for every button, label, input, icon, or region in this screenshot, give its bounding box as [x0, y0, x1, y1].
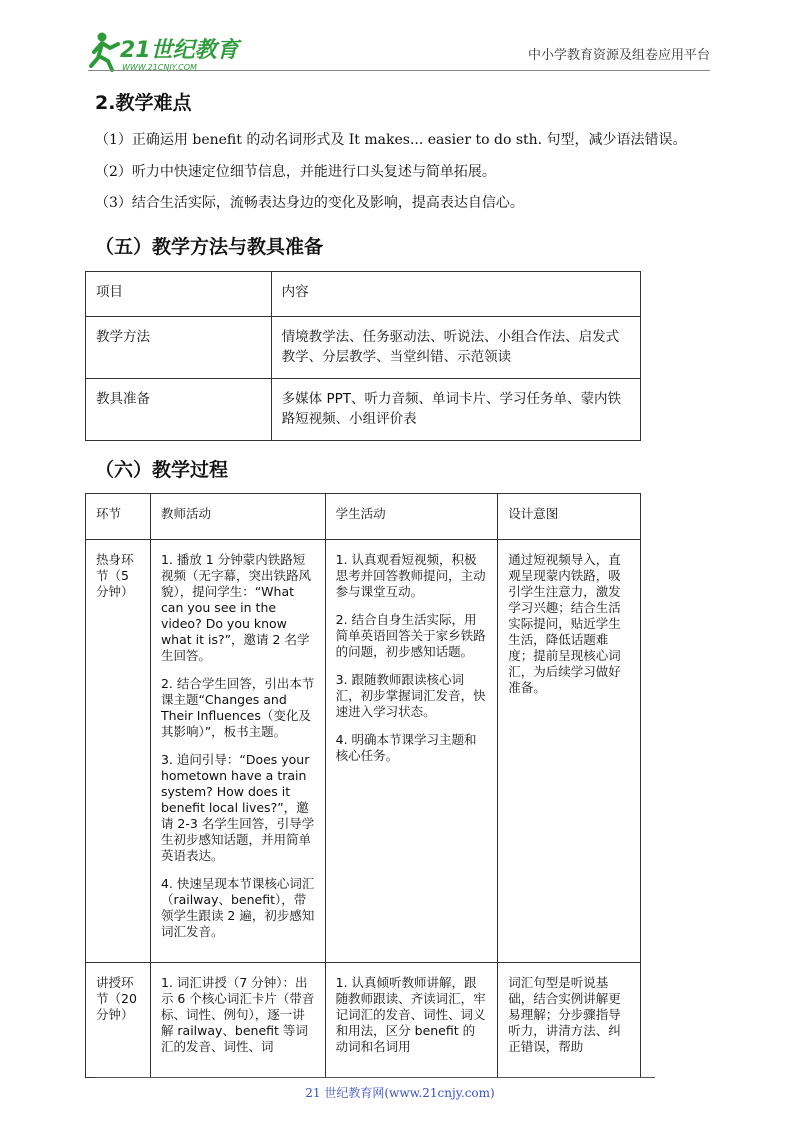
table-cell: 多媒体 PPT、听力音频、单词卡片、学习任务单、蒙内铁路短视频、小组评价表 — [271, 379, 640, 441]
logo-text: 21世纪教育 — [120, 38, 239, 63]
table-header-cell: 项目 — [86, 272, 272, 317]
design-purpose-cell — [498, 540, 641, 963]
table-cell: 情境教学法、任务驱动法、听说法、小组合作法、启发式教学、分层教学、当堂纠错、示范领读 — [271, 317, 640, 379]
student-activity-item: 1. 认真观看短视频，积极思考并回答教师提问，主动参与课堂互动。 — [335, 552, 486, 599]
student-activity-item: 3. 跟随教师跟读核心词汇，初步掌握词汇发音，快速进入学习状态。 — [335, 672, 486, 719]
student-activity-cell — [325, 540, 498, 963]
stage-cell: 讲授环节（20分钟） — [86, 963, 151, 1078]
table-cell: 教具准备 — [86, 379, 272, 441]
process-table — [85, 493, 641, 1078]
footer-divider — [95, 1077, 655, 1078]
table-header-cell: 内容 — [271, 272, 640, 317]
table-header-cell: 环节 — [86, 494, 151, 540]
difficulty-item-3: （3）结合生活实际，流畅表达身边的变化及影响，提高表达自信心。 — [95, 195, 524, 211]
table-row — [86, 963, 641, 1078]
logo-21cnjy — [88, 30, 288, 72]
page-header — [88, 28, 710, 72]
student-activity-cell — [325, 963, 498, 1078]
difficulty-item-1: （1）正确运用 benefit 的动名词形式及 It makes... easier to do sth. 句型，减少语法错误。 — [95, 132, 687, 148]
design-purpose-item: 词汇句型是听说基础，结合实例讲解更易理解；分步骤指导听力，讲清方法、纠正错误，帮助 — [508, 975, 621, 1054]
student-activity-item: 1. 认真倾听教师讲解，跟随教师跟读、齐读词汇，牢记词汇的发音、词性、词义和用法，区分 benefit 的动词和名词用 — [335, 975, 486, 1054]
table-row — [86, 379, 641, 441]
teacher-activity-item: 4. 快速呈现本节课核心词汇（railway、benefit），带领学生跟读 2 遍，初步感知词汇发音。 — [160, 876, 315, 939]
runner-icon — [91, 33, 118, 71]
footer-text: 21 世纪教育网(www.21cnjy.com) — [305, 1086, 495, 1100]
teacher-activity-cell — [150, 963, 325, 1078]
teacher-activity-cell — [150, 540, 325, 963]
methods-heading: （五）教学方法与教具准备 — [95, 236, 324, 258]
difficulty-item-2: （2）听力中快速定位细节信息，并能进行口头复述与简单拓展。 — [95, 164, 496, 180]
header-divider — [88, 70, 710, 71]
table-cell: 教学方法 — [86, 317, 272, 379]
logo-url: WWW.21CNJY.COM — [122, 63, 197, 72]
teacher-activity-item: 1. 词汇讲授（7 分钟）：出示 6 个核心词汇卡片（带音标、词性、例句），逐一讲解 railway、benefit 等词汇的发音、词性、词 — [160, 975, 315, 1054]
student-activity-item: 2. 结合自身生活实际，用简单英语回答关于家乡铁路的问题，初步感知话题。 — [335, 612, 486, 659]
methods-table — [85, 271, 641, 441]
table-row — [86, 494, 641, 540]
teacher-activity-item: 2. 结合学生回答，引出本节课主题“Changes and Their Influences（变化及其影响）”，板书主题。 — [160, 676, 315, 739]
teacher-activity-item: 3. 追问引导：“Does your hometown have a train system? How does it benefit local lives?”，邀请 2-3 名学生回答，引导学生初步感知话题，并用简单英语表达。 — [160, 752, 315, 863]
table-row — [86, 272, 641, 317]
table-row — [86, 317, 641, 379]
table-header-cell: 学生活动 — [325, 494, 498, 540]
table-header-cell: 设计意图 — [498, 494, 641, 540]
design-purpose-item: 通过短视频导入，直观呈现蒙内铁路，吸引学生注意力，激发学习兴趣；结合生活实际提问，贴近学生生活，降低话题难度；提前呈现核心词汇，为后续学习做好准备。 — [508, 552, 621, 695]
process-heading: （六）教学过程 — [95, 459, 229, 481]
difficulty-heading: 2.教学难点 — [95, 92, 192, 114]
stage-cell: 热身环节（5分钟） — [86, 540, 151, 963]
design-purpose-cell — [498, 963, 641, 1078]
student-activity-item: 4. 明确本节课学习主题和核心任务。 — [335, 732, 477, 763]
table-header-cell: 教师活动 — [150, 494, 325, 540]
teacher-activity-item: 1. 播放 1 分钟蒙内铁路短视频（无字幕，突出铁路风貌），提问学生：“What can you see in the video? Do you know what it is?”，邀请 2 名学生回答。 — [160, 552, 311, 663]
header-platform-text: 中小学教育资源及组卷应用平台 — [527, 48, 710, 63]
table-row — [86, 540, 641, 963]
